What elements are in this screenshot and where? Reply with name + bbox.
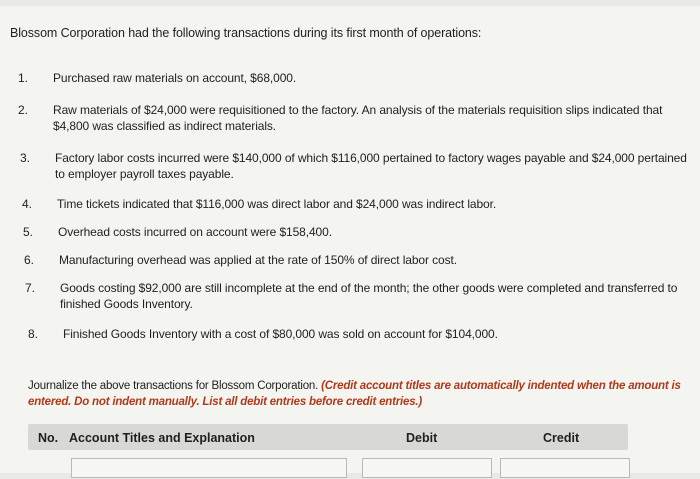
- transaction-text: Raw materials of $24,000 were requisitioned to the factory. An analysis of the materials requisition slips indicated that: [53, 103, 663, 117]
- transaction-text: Overhead costs incurred on account were $158,400.: [58, 225, 332, 239]
- instructions-text: Journalize the above transactions for Blossom Corporation.: [28, 380, 319, 392]
- account-title-input[interactable]: [71, 458, 347, 478]
- transaction-text: $4,800 was classified as indirect materials.: [53, 119, 277, 133]
- col-credit-header: Credit: [543, 431, 580, 445]
- transaction-text: Goods costing $92,000 are still incomplete at the end of the month; the other goods were completed and transferred to: [60, 281, 678, 295]
- instructions: [28, 378, 688, 410]
- transaction-number: 3.: [20, 151, 30, 165]
- transaction-number: 6.: [24, 253, 34, 267]
- transaction-text: finished Goods Inventory.: [60, 297, 193, 311]
- transaction-number: 8.: [28, 327, 38, 341]
- problem-sheet: [0, 6, 700, 473]
- col-no-header: No.: [38, 431, 59, 445]
- transaction-text: Time tickets indicated that $116,000 was direct labor and $24,000 was indirect labor.: [57, 197, 497, 211]
- col-account-header: Account Titles and Explanation: [69, 431, 255, 445]
- credit-input[interactable]: [500, 458, 630, 478]
- col-debit-header: Debit: [406, 431, 438, 445]
- transaction-text: Manufacturing overhead was applied at the rate of 150% of direct labor cost.: [59, 253, 457, 267]
- journal-header: [28, 424, 628, 450]
- transaction-number: 4.: [22, 197, 32, 211]
- transaction-number: 2.: [18, 103, 28, 117]
- transaction-text: Finished Goods Inventory with a cost of $80,000 was sold on account for $104,000.: [63, 327, 498, 341]
- intro-text: Blossom Corporation had the following transactions during its first month of operations:: [10, 26, 482, 40]
- transaction-number: 5.: [23, 225, 33, 239]
- instructions-note: (Credit account titles are automatically indented when the amount is entered. Do not indent manually. List all debit entries before credit entries.): [28, 380, 681, 408]
- transaction-text: Factory labor costs incurred were $140,000 of which $116,000 pertained to factory wages payable and $24,000 pertained: [55, 151, 687, 165]
- transaction-number: 1.: [18, 71, 28, 85]
- transaction-text: to employer payroll taxes payable.: [55, 167, 234, 181]
- transaction-number: 7.: [25, 281, 35, 295]
- transaction-text: Purchased raw materials on account, $68,000.: [53, 71, 297, 85]
- journal-row: [28, 458, 628, 479]
- debit-input[interactable]: [362, 458, 492, 478]
